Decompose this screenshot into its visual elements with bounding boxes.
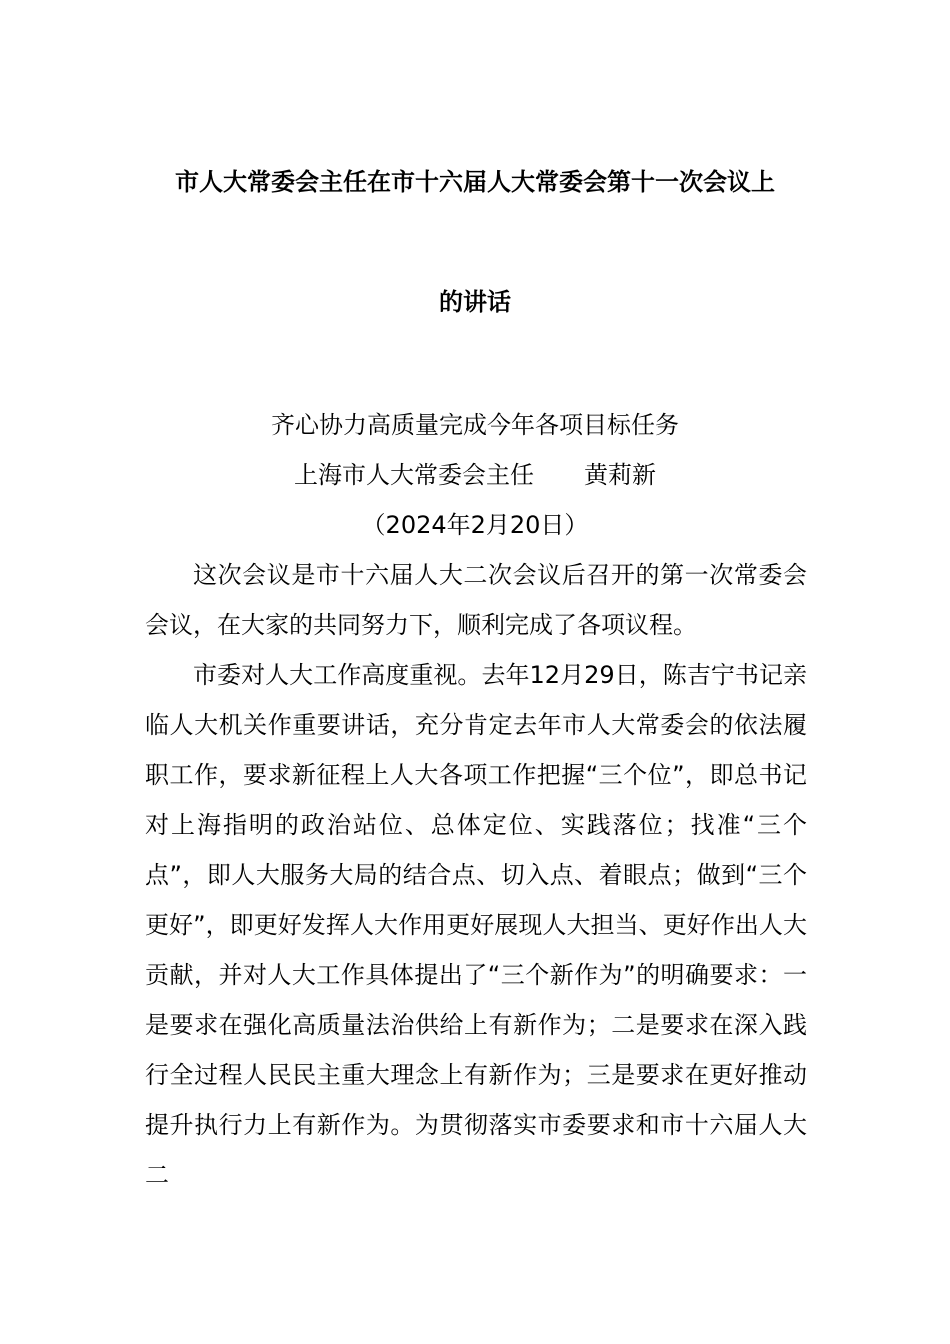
author-line [0, 455, 950, 490]
speech-subtitle: 齐心协力高质量完成今年各项目标任务 [271, 411, 679, 439]
author-role: 上海市人大常委会主任 [294, 461, 534, 489]
body-paragraph: 这次会议是市十六届人大二次会议后召开的第一次常委会会议，在大家的共同努力下，顺利完成了各项议程。 [145, 561, 807, 639]
author-name: 黄莉新 [584, 461, 656, 489]
document-title-line1: 市人大常委会主任在市十六届人大常委会第十一次会议上 [175, 168, 775, 196]
document-title-line2: 的讲话 [439, 288, 511, 316]
speech-date: （2024年2月20日） [361, 511, 589, 539]
document-body [145, 550, 807, 1200]
body-paragraph: 市委对人大工作高度重视。去年12月29日，陈吉宁书记亲临人大机关作重要讲话，充分肯定去年市人大常委会的依法履职工作，要求新征程上人大各项工作把握“三个位”，即总书记对上海指明的政治站位、总体定位、实践落位；找准“三个点”，即人大服务大局的结合点、切入点、着眼点；做到“三个更好”，即更好发挥人大作用更好展现人大担当、更好作出人大贡献，并对人大工作具体提出了“三个新作为”的明确要求：一是要求在强化高质量法治供给上有新作为；二是要求在深入践行全过程人民民主重大理念上有新作为；三是要求在更好推动提升执行力上有新作为。为贯彻落实市委要求和市十六届人大二 [145, 661, 807, 1189]
